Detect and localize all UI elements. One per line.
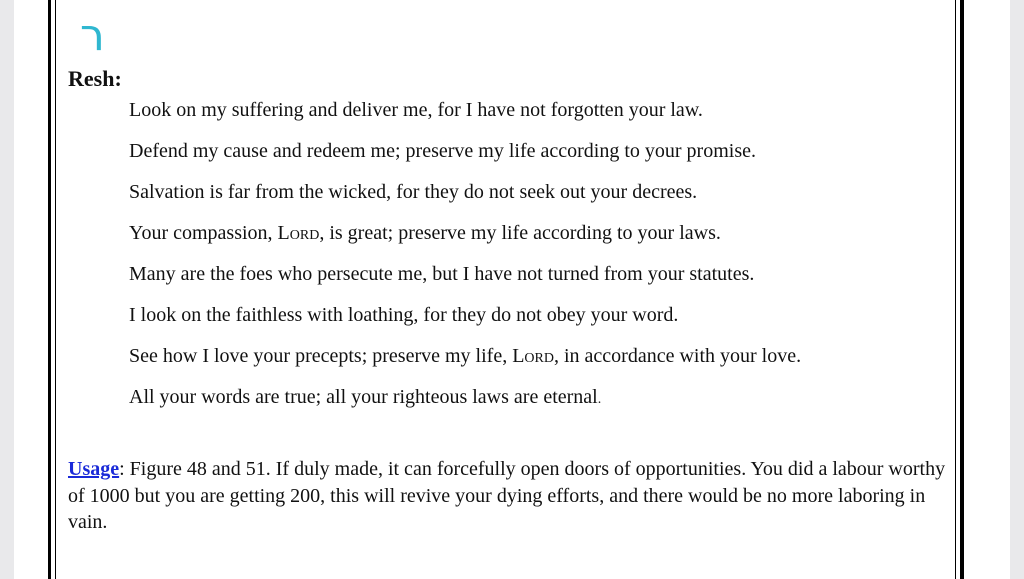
usage-link[interactable]: Usage <box>68 458 120 480</box>
verse-list <box>129 96 801 424</box>
verse-6: I look on the faithless with loathing, for they do not obey your word. <box>129 304 679 326</box>
verse-7-before: See how I love your precepts; preserve my life, <box>129 345 513 367</box>
verse-7-after: , in accordance with your love. <box>553 345 802 367</box>
verse-8-text: All your words are true; all your righteous laws are eternal <box>129 386 598 408</box>
verse-4-after: , is great; preserve my life according to your laws. <box>319 222 721 244</box>
verse-4-before: Your compassion, <box>129 222 278 244</box>
verse-1: Look on my suffering and deliver me, for I have not forgotten your law. <box>129 99 703 121</box>
page-border-left <box>48 0 51 579</box>
usage-paragraph <box>68 456 958 536</box>
verse-2: Defend my cause and redeem me; preserve my life according to your promise. <box>129 140 756 162</box>
verse-8-period: . <box>597 392 602 407</box>
verse-7-lord: Lord <box>512 345 554 367</box>
section-heading: Resh: <box>68 66 122 91</box>
verse-7 <box>129 342 801 383</box>
verse-3: Salvation is far from the wicked, for they do not seek out your decrees. <box>129 181 698 203</box>
verse-4 <box>129 219 801 260</box>
verse-5: Many are the foes who persecute me, but I have not turned from your statutes. <box>129 263 755 285</box>
page-border-right <box>960 0 964 579</box>
hebrew-letter-resh: ר <box>80 10 105 61</box>
verse-4-lord: Lord <box>277 222 320 244</box>
usage-text: : Figure 48 and 51. If duly made, it can forcefully open doors of opportunities. You did a labour worthy of 1000 but you are getting 200, this will revive your dying efforts, and there would be no more laboring in vain. <box>68 458 946 533</box>
page-border-left-inner <box>55 0 56 579</box>
verse-8 <box>129 383 801 424</box>
